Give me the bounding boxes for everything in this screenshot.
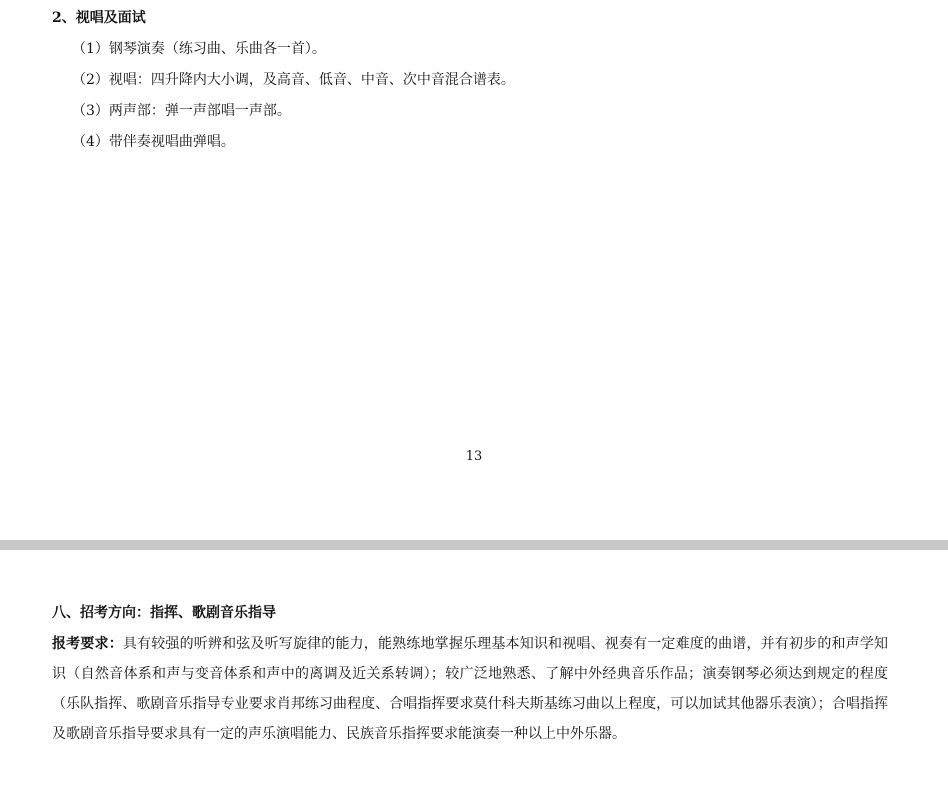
list-item-two-voices: （3）两声部：弹一声部唱一声部。 bbox=[72, 103, 291, 119]
section-heading-conducting: 八、招考方向：指挥、歌剧音乐指导 bbox=[52, 605, 276, 621]
section-heading-sight-singing: 2、视唱及面试 bbox=[52, 10, 146, 26]
list-item-sight-singing: （2）视唱：四升降内大小调，及高音、低音、中音、次中音混合谱表。 bbox=[72, 72, 515, 88]
requirement-paragraph bbox=[52, 629, 888, 749]
page-separator bbox=[0, 540, 948, 550]
page-number: 13 bbox=[465, 449, 483, 464]
requirement-text: 具有较强的听辨和弦及听写旋律的能力，能熟练地掌握乐理基本知识和视唱、视奏有一定难度的曲谱，并有初步的和声学知识（自然音体系和声与变音体系和声中的离调及近关系转调）；较广泛地熟悉、了解中外经典音乐作品；演奏钢琴必须达到规定的程度（乐队指挥、歌剧音乐指导专业要求肖邦练习曲程度、合唱指挥要求莫什科夫斯基练习曲以上程度，可以加试其他器乐表演）；合唱指挥及歌剧音乐指导要求具有一定的声乐演唱能力、民族音乐指挥要求能演奏一种以上中外乐器。 bbox=[52, 636, 889, 742]
list-item-accompaniment: （4）带伴奏视唱曲弹唱。 bbox=[72, 134, 235, 150]
list-item-piano: （1）钢琴演奏（练习曲、乐曲各一首）。 bbox=[72, 41, 326, 57]
requirement-label: 报考要求： bbox=[52, 636, 123, 652]
